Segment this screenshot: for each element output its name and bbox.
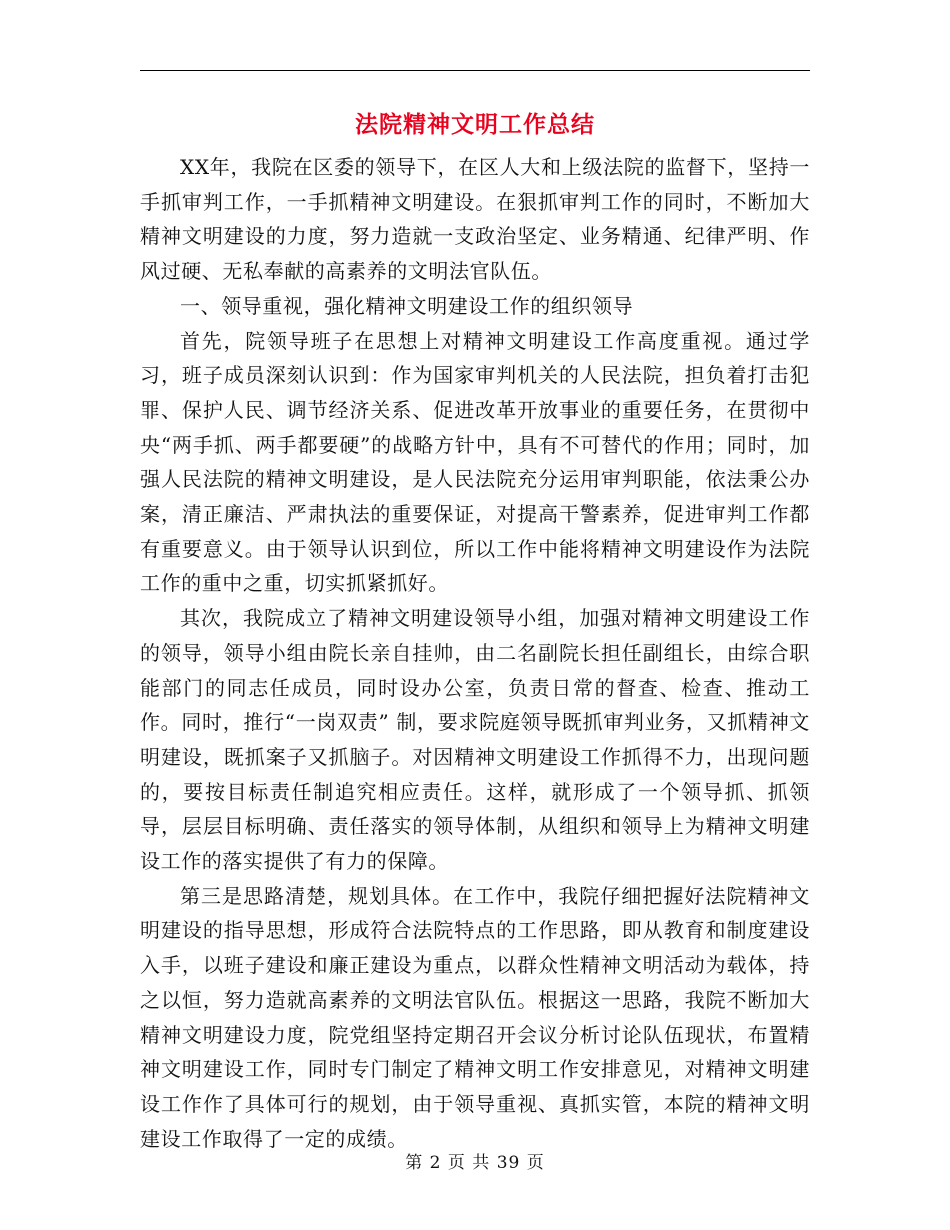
document-title: 法院精神文明工作总结	[355, 111, 595, 138]
paragraph-third: 第三是思路清楚，规划具体。在工作中，我院仔细把握好法院精神文明建设的指导思想，形成符合法院特点的工作思路，即从教育和制度建设入手，以班子建设和廉正建设为重点，以群众性精神文明活动为载体，持之以恒，努力造就高素养的文明法官队伍。根据这一思路，我院不断加大精神文明建设力度，院党组坚持定期召开会议分析讨论队伍现状，布置精神文明建设工作，同时专门制定了精神文明工作安排意见，对精神文明建设工作作了具体可行的规划，由于领导重视、真抓实管，本院的精神文明建设工作取得了一定的成绩。	[140, 883, 810, 1151]
paragraph-second: 其次，我院成立了精神文明建设领导小组，加强对精神文明建设工作的领导，领导小组由院长亲自挂帅，由二名副院长担任副组长，由综合职能部门的同志任成员，同时设办公室，负责日常的督查、检查、推动工作。同时，推行“一岗双责” 制，要求院庭领导既抓审判业务，又抓精神文明建设，既抓案子又抓脑子。对因精神文明建设工作抓得不力，出现问题的，要按目标责任制追究相应责任。这样，就形成了一个领导抓、抓领导，层层目标明确、责任落实的领导体制，从组织和领导上为精神文明建设工作的落实提供了有力的保障。	[140, 606, 810, 874]
page-number: 第 2 页 共 39 页	[405, 1153, 545, 1173]
section-heading: 一、领导重视，强化精神文明建设工作的组织领导	[180, 293, 634, 318]
paragraph-first: 首先，院领导班子在思想上对精神文明建设工作高度重视。通过学习，班子成员深刻认识到：作为国家审判机关的人民法院，担负着打击犯罪、保护人民、调节经济关系、促进改革开放事业的重要任务，在贯彻中央“两手抓、两手都要硬”的战略方针中，具有不可替代的作用；同时，加强人民法院的精神文明建设，是人民法院充分运用审判职能，依法秉公办案，清正廉洁、严肃执法的重要保证，对提高干警素养，促进审判工作都有重要意义。由于领导认识到位，所以工作中能将精神文明建设作为法院工作的重中之重，切实抓紧抓好。	[140, 328, 810, 596]
paragraph-intro: XX年，我院在区委的领导下，在区人大和上级法院的监督下，坚持一手抓审判工作，一手抓精神文明建设。在狠抓审判工作的同时，不断加大精神文明建设的力度，努力造就一支政治坚定、业务精通、纪律严明、作风过硬、无私奉献的高素养的文明法官队伍。	[140, 155, 810, 284]
document-body	[140, 150, 810, 1156]
header-rule	[140, 70, 810, 71]
